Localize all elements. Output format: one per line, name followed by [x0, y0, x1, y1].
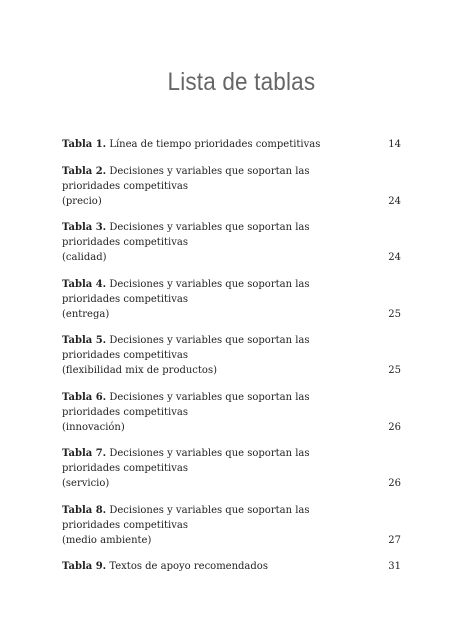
entry-title: Decisiones y variables que soportan las prioridades competitivas: [62, 448, 310, 474]
list-item[interactable]: [62, 220, 401, 265]
entry-subtitle: (precio): [62, 195, 102, 207]
entry-label: Tabla 3.: [62, 222, 107, 233]
entry-title: Línea de tiempo prioridades competitivas: [109, 139, 321, 150]
entry-label: Tabla 6.: [62, 391, 107, 403]
entry-label: Tabla 5.: [62, 335, 107, 346]
entry-label: Tabla 7.: [62, 448, 107, 459]
entry-text: [62, 390, 358, 435]
list-item[interactable]: [62, 164, 401, 209]
entry-text: [62, 333, 358, 378]
list-item[interactable]: [62, 277, 401, 322]
entry-text: [62, 446, 358, 491]
entry-text: [62, 164, 358, 209]
entry-page: 14: [388, 139, 401, 150]
entry-text: [62, 277, 358, 322]
entry-label: Tabla 4.: [62, 278, 107, 290]
list-item[interactable]: [62, 559, 401, 574]
entry-title: Decisiones y variables que soportan las prioridades competitivas: [62, 222, 310, 248]
entry-text: [62, 137, 358, 152]
entry-title: Decisiones y variables que soportan las prioridades competitivas: [62, 278, 310, 305]
list-item[interactable]: [62, 390, 401, 435]
entry-text: [62, 220, 358, 265]
entry-label: Tabla 1.: [62, 139, 107, 150]
entry-title: Decisiones y variables que soportan las prioridades competitivas: [62, 504, 310, 531]
entry-label: Tabla 8.: [62, 504, 107, 516]
entry-text: [62, 559, 358, 574]
entry-subtitle: (medio ambiente): [62, 534, 152, 546]
entry-page: 24: [388, 195, 401, 207]
list-item[interactable]: [62, 503, 401, 548]
entry-page: 24: [388, 252, 401, 263]
list-item[interactable]: [62, 333, 401, 378]
entry-subtitle: (servicio): [62, 478, 110, 489]
table-list: [62, 137, 401, 586]
entry-subtitle: (entrega): [62, 308, 110, 320]
entry-page: 26: [388, 478, 401, 489]
entry-page: 25: [388, 365, 401, 376]
page-title: Lista de tablas: [167, 68, 316, 96]
entry-title: Decisiones y variables que soportan las prioridades competitivas: [62, 165, 310, 192]
entry-page: 31: [388, 561, 401, 572]
entry-page: 26: [388, 421, 401, 433]
entry-page: 25: [388, 308, 401, 320]
entry-subtitle: (calidad): [62, 252, 107, 263]
entry-title: Decisiones y variables que soportan las prioridades competitivas: [62, 391, 310, 418]
entry-text: [62, 503, 358, 548]
entry-subtitle: (innovación): [62, 421, 125, 433]
entry-subtitle: (flexibilidad mix de productos): [62, 365, 217, 376]
entry-page: 27: [388, 534, 401, 546]
entry-label: Tabla 2.: [62, 165, 107, 177]
list-item[interactable]: [62, 446, 401, 491]
entry-title: Textos de apoyo recomendados: [109, 561, 268, 572]
entry-label: Tabla 9.: [62, 561, 107, 572]
list-item[interactable]: [62, 137, 401, 152]
entry-title: Decisiones y variables que soportan las prioridades competitivas: [62, 335, 310, 361]
